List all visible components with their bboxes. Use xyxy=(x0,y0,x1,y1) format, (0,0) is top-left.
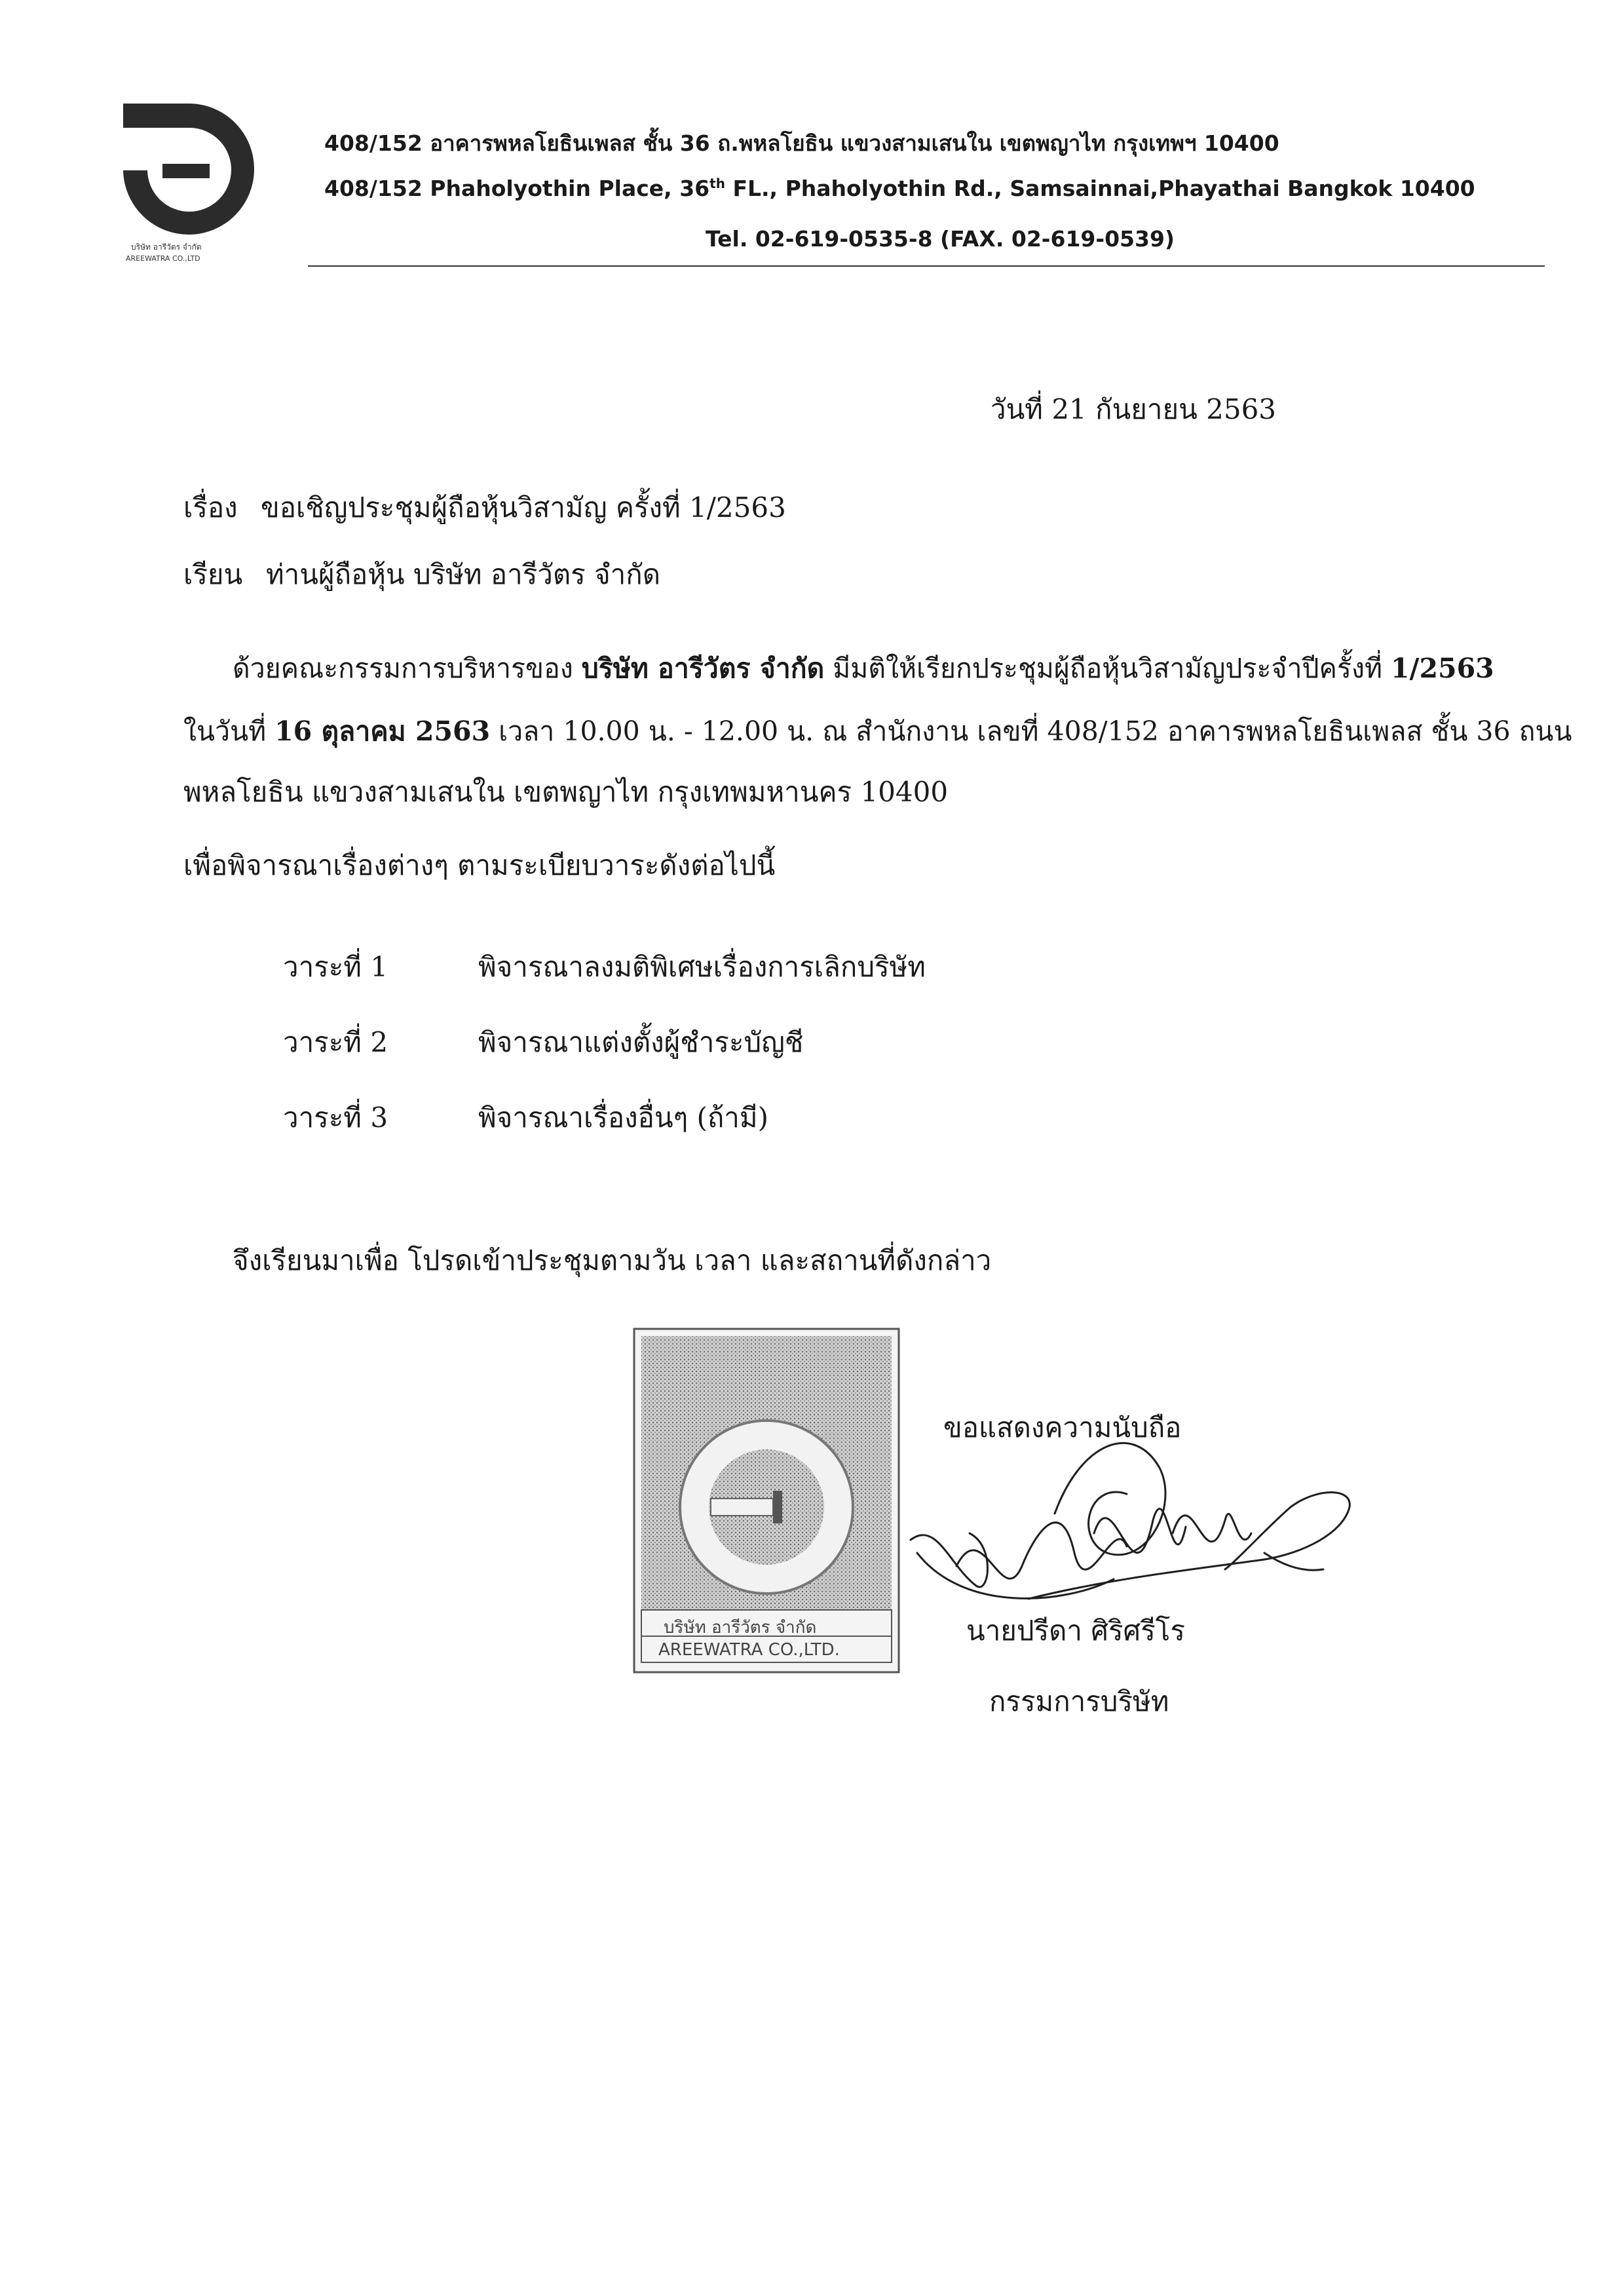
agenda-text: พิจารณาแต่งตั้งผู้ชำระบัญชี xyxy=(478,1026,804,1058)
agenda-label: วาระที่ 3 xyxy=(283,1101,388,1134)
logo-caption-en: AREEWATRA CO.,LTD xyxy=(126,254,200,263)
handwritten-signature xyxy=(897,1411,1356,1638)
logo-mark-icon xyxy=(111,98,267,239)
address-en-sup: th xyxy=(709,176,725,191)
agenda-label: วาระที่ 2 xyxy=(283,1026,388,1058)
body-line-4: เพื่อพิจารณาเรื่องต่างๆ ตามระเบียบวาระดังต่อไปนี้ xyxy=(183,849,776,881)
body-line-2 xyxy=(183,718,1572,745)
stamp-caption-th: บริษัท อารีวัตร จำกัด xyxy=(664,1618,817,1637)
letterhead-address-en xyxy=(324,176,1475,201)
letter-date: วันที่ 21 กันยายน 2563 xyxy=(991,393,1277,425)
address-en-part1: 408/152 Phaholyothin Place, 36 xyxy=(324,176,710,201)
company-logo xyxy=(111,98,267,269)
body-l2-b: เวลา 10.00 น. - 12.00 น. ณ สำนักงาน เลขที่ 408/152 อาคารพหลโยธินเพลส ชั้น 36 ถนน xyxy=(490,716,1572,747)
to-text: ท่านผู้ถือหุ้น บริษัท อารีวัตร จำกัด xyxy=(266,558,660,590)
stamp-caption-en: AREEWATRA CO.,LTD. xyxy=(658,1640,840,1660)
company-stamp xyxy=(632,1327,901,1674)
address-en-part2: FL., Phaholyothin Rd., Samsainnai,Phayathai Bangkok 10400 xyxy=(725,176,1475,201)
meeting-number: 1/2563 xyxy=(1391,653,1494,684)
agenda-text: พิจารณาลงมติพิเศษเรื่องการเลิกบริษัท xyxy=(478,951,926,983)
subject-label: เรื่อง xyxy=(183,491,238,524)
body-line-1 xyxy=(233,655,1494,682)
body-l1-a: ด้วยคณะกรรมการบริหารของ xyxy=(233,653,582,684)
meeting-date: 16 ตุลาคม 2563 xyxy=(274,716,491,747)
body-line-3: พหลโยธิน แขวงสามเสนใน เขตพญาไท กรุงเทพมหานคร 10400 xyxy=(183,776,949,808)
letterhead-phone: Tel. 02-619-0535-8 (FAX. 02-619-0539) xyxy=(706,226,1175,252)
signatory-name: นายปรีดา ศิริศรีโร xyxy=(966,1615,1185,1647)
logo-caption-th: บริษัท อารีวัตร จำกัด xyxy=(131,242,202,252)
regards-line: ขอแสดงความนับถือ xyxy=(943,1411,1182,1444)
signatory-title: กรรมการบริษัท xyxy=(989,1685,1169,1717)
body-l2-a: ในวันที่ xyxy=(183,716,275,747)
letterhead-address-th: 408/152 อาคารพหลโยธินเพลส ชั้น 36 ถ.พหลโยธิน แขวงสามเสนใน เขตพญาไท กรุงเทพฯ 10400 xyxy=(324,130,1279,156)
closing-line: จึงเรียนมาเพื่อ โปรดเข้าประชุมตามวัน เวลา และสถานที่ดังกล่าว xyxy=(233,1244,992,1276)
company-name: บริษัท อารีวัตร จำกัด xyxy=(581,653,825,684)
letterhead-divider xyxy=(308,265,1545,267)
to-label: เรียน xyxy=(183,558,243,590)
agenda-label: วาระที่ 1 xyxy=(283,951,388,983)
body-l1-b: มีมติให้เรียกประชุมผู้ถือหุ้นวิสามัญประจำปีครั้งที่ xyxy=(824,653,1391,684)
subject-text: ขอเชิญประชุมผู้ถือหุ้นวิสามัญ ครั้งที่ 1/2563 xyxy=(261,491,786,524)
agenda-text: พิจารณาเรื่องอื่นๆ (ถ้ามี) xyxy=(478,1101,768,1134)
